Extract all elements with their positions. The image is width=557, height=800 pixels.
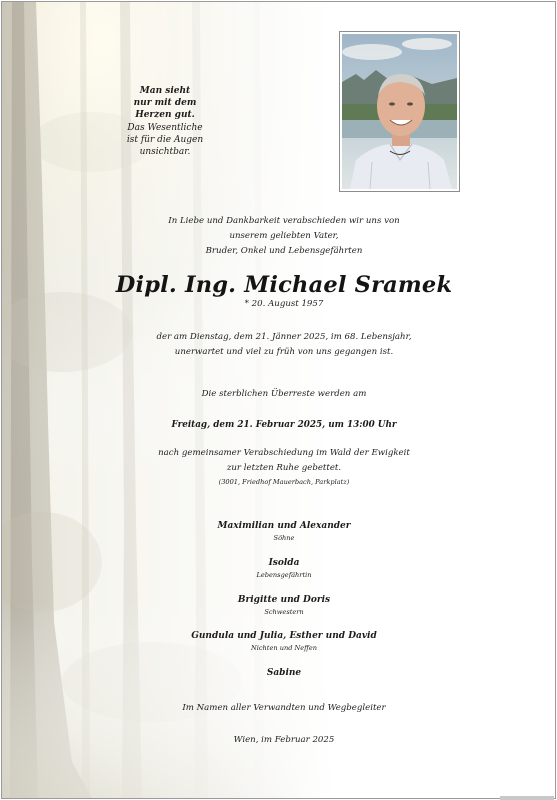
motto-line: nur mit dem (133, 98, 197, 109)
mourner-name: Gundula und Julia, Esther und David (191, 631, 377, 641)
funeral-date: Freitag, dem 21. Februar 2025, um 13:00 Uhr (171, 420, 397, 430)
mourner-name: Isolda (268, 558, 300, 568)
funeral-location: (3001, Friedhof Mauerbach, Parkplatz) (218, 477, 350, 486)
mourner-group (94, 593, 474, 617)
mourner-name: Brigitte und Doris (237, 595, 331, 605)
page-edge-bar (500, 796, 554, 800)
funeral-line: nach gemeinsamer Verabschiedung im Wald der Ewigkeit (158, 448, 410, 458)
closing-line: Im Namen aller Verwandten und Wegbegleiter (182, 703, 386, 713)
motto-line: Das Wesentliche (127, 122, 203, 133)
portrait-photo (339, 31, 460, 192)
death-line: der am Dienstag, dem 21. Jänner 2025, im 68. Lebensjahr, (156, 332, 412, 342)
mourner-group (94, 629, 474, 653)
death-notice (94, 330, 474, 360)
mourner-group (94, 519, 474, 543)
obituary-page (1, 1, 556, 799)
mourner-group (94, 666, 474, 680)
intro-text (94, 214, 474, 258)
motto-line: unsichtbar. (139, 147, 191, 158)
place-date: Wien, im Februar 2025 (233, 735, 335, 745)
mourner-role: Lebensgefährtin (256, 571, 312, 579)
mourner-role: Nichten und Neffen (250, 644, 317, 652)
death-line: unerwartet und viel zu früh von uns gegangen ist. (174, 346, 394, 357)
motto-line: ist für die Augen (126, 134, 204, 145)
mourner-role: Söhne (273, 534, 295, 542)
motto-line: Herzen gut. (135, 110, 195, 121)
mourner-name: Sabine (266, 668, 302, 678)
intro-line: In Liebe und Dankbarkeit verabschieden wir uns von (168, 216, 400, 226)
motto-quote (110, 85, 220, 158)
motto-line: Man sieht (139, 86, 191, 96)
funeral-intro: Die sterblichen Überreste werden am (201, 389, 367, 399)
funeral-line: zur letzten Ruhe gebettet. (226, 462, 342, 473)
intro-line: Bruder, Onkel und Lebensgefährten (205, 245, 363, 256)
birth-date: * 20. August 1957 (244, 299, 324, 309)
deceased-name: Dipl. Ing. Michael Sramek (115, 272, 453, 298)
mourner-name: Maximilian und Alexander (217, 521, 351, 531)
mourner-role: Schwestern (264, 608, 304, 616)
mourner-group (94, 556, 474, 580)
intro-line: unserem geliebten Vater, (229, 230, 339, 241)
funeral-details (94, 446, 474, 488)
